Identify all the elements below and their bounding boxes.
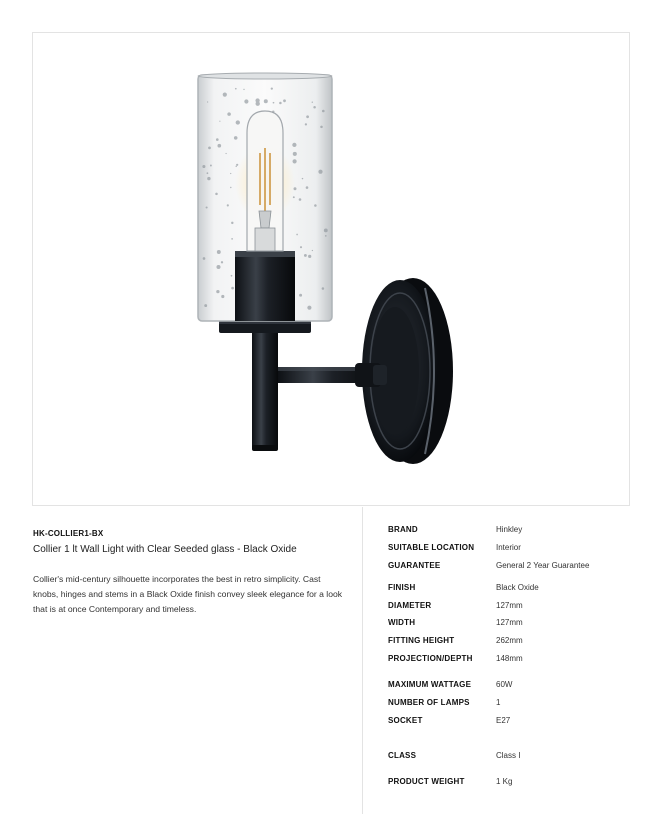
socket <box>235 251 295 321</box>
spec-value-socket: E27 <box>496 716 511 725</box>
spec-label-width: WIDTH <box>388 618 416 627</box>
spec-value-suitable-location: Interior <box>496 543 521 552</box>
spec-value-product-weight: 1 Kg <box>496 777 513 786</box>
spec-label-number-of-lamps: NUMBER OF LAMPS <box>388 698 470 707</box>
spec-value-diameter: 127mm <box>496 601 523 610</box>
spec-label-diameter: DIAMETER <box>388 601 432 610</box>
spec-value-maximum-wattage: 60W <box>496 680 513 689</box>
product-sku: HK-COLLIER1-BX <box>33 529 104 538</box>
spec-value-number-of-lamps: 1 <box>496 698 501 707</box>
spec-label-fitting-height: FITTING HEIGHT <box>388 636 455 645</box>
arm <box>278 363 387 387</box>
spec-value-fitting-height: 262mm <box>496 636 523 645</box>
spec-label-brand: BRAND <box>388 525 418 534</box>
stem <box>252 329 278 451</box>
spec-value-class: Class I <box>496 751 521 760</box>
spec-label-guarantee: GUARANTEE <box>388 561 441 570</box>
product-title: Collier 1 lt Wall Light with Clear Seeded glass - Black Oxide <box>33 544 297 555</box>
spec-label-product-weight: PRODUCT WEIGHT <box>388 777 465 786</box>
spec-value-projection-depth: 148mm <box>496 654 523 663</box>
spec-label-finish: FINISH <box>388 583 416 592</box>
product-image-frame <box>32 32 630 506</box>
spec-label-socket: SOCKET <box>388 716 423 725</box>
product-description: Collier's mid-century silhouette incorporates the best in retro simplicity. Cast knobs, hinges and stems in a Black Oxide finish convey sleek elegance for a look that is at once Contemporary and timeless. <box>33 574 343 614</box>
spec-value-finish: Black Oxide <box>496 583 539 592</box>
spec-value-width: 127mm <box>496 618 523 627</box>
spec-value-brand: Hinkley <box>496 525 523 534</box>
spec-value-guarantee: General 2 Year Guarantee <box>496 561 590 570</box>
product-image <box>33 33 631 507</box>
spec-label-suitable-location: SUITABLE LOCATION <box>388 543 475 552</box>
spec-label-projection-depth: PROJECTION/DEPTH <box>388 654 473 663</box>
column-divider <box>362 507 363 814</box>
spec-label-maximum-wattage: MAXIMUM WATTAGE <box>388 680 472 689</box>
spec-label-class: CLASS <box>388 751 417 760</box>
